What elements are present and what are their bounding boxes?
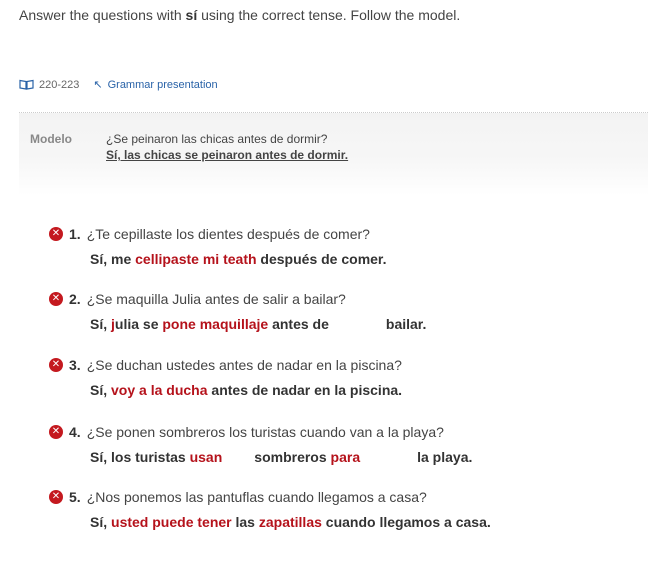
answer-input[interactable] xyxy=(90,382,402,398)
question-number: 4. xyxy=(69,424,81,440)
question-text: ¿Se ponen sombreros los turistas cuando van a la playa? xyxy=(86,424,444,440)
answer-wrong-word[interactable]: a xyxy=(139,382,147,398)
answer-text: antes de xyxy=(268,316,329,332)
question-text: ¿Se maquilla Julia antes de salir a bailar? xyxy=(86,291,346,307)
x-icon: ✕ xyxy=(49,292,63,306)
answer-wrong-word[interactable]: ducha xyxy=(166,382,208,398)
page-range[interactable]: 220-223 xyxy=(39,78,80,91)
question-text: ¿Se duchan ustedes antes de nadar en la piscina? xyxy=(86,357,402,373)
answer-input[interactable] xyxy=(90,316,426,332)
instructions xyxy=(19,7,460,23)
question-text: ¿Te cepillaste los dientes después de comer? xyxy=(86,226,370,242)
answer-text: antes de nadar en la piscina. xyxy=(207,382,403,398)
answer-wrong-word[interactable]: para xyxy=(330,449,361,465)
answer-wrong-word[interactable]: puede xyxy=(152,514,194,530)
arrow-up-left-icon: ↖ xyxy=(93,79,103,91)
answer-wrong-word[interactable]: mi xyxy=(202,251,220,267)
answer-text: Sí, los turistas xyxy=(90,449,190,465)
answer-text: sombreros xyxy=(254,449,331,465)
answer-text: Sí, xyxy=(90,514,112,530)
answer-text: la playa. xyxy=(417,449,473,465)
question-item-1 xyxy=(49,225,387,267)
answer-wrong-word[interactable]: zapatillas xyxy=(258,514,322,530)
answer-wrong-word[interactable]: voy xyxy=(111,382,136,398)
answer-input[interactable] xyxy=(90,514,491,530)
question-text: ¿Nos ponemos las pantuflas cuando llegamos a casa? xyxy=(86,489,427,505)
answer-text: bailar. xyxy=(385,316,427,332)
answer-wrong-word[interactable]: cellipaste xyxy=(135,251,199,267)
question-number: 3. xyxy=(69,357,81,373)
reference-links xyxy=(19,78,218,91)
answer-wrong-word[interactable]: maquillaje xyxy=(199,316,269,332)
answer-wrong-word[interactable]: tener xyxy=(197,514,232,530)
question-number: 1. xyxy=(69,226,81,242)
answer-wrong-word[interactable]: teath xyxy=(223,251,257,267)
instructions-pre: Answer the questions with xyxy=(19,7,186,23)
answer-wrong-word[interactable]: la xyxy=(150,382,163,398)
x-icon: ✕ xyxy=(49,358,63,372)
model-question: ¿Se peinaron las chicas antes de dormir? xyxy=(106,132,328,146)
answer-text: Sí, xyxy=(90,316,112,332)
question-number: 5. xyxy=(69,489,81,505)
book-icon[interactable] xyxy=(19,79,34,90)
model-label: Modelo xyxy=(30,132,72,146)
answer-text: cuando llegamos a casa. xyxy=(321,514,491,530)
answer-text: después de comer. xyxy=(256,251,387,267)
question-item-3 xyxy=(49,356,402,398)
answer-wrong-word[interactable]: pone xyxy=(162,316,196,332)
answer-wrong-word[interactable]: usan xyxy=(189,449,223,465)
answer-text: Sí, me xyxy=(90,251,136,267)
model-example xyxy=(19,112,648,195)
question-item-5 xyxy=(49,488,491,530)
answer-text: ulia se xyxy=(114,316,163,332)
instructions-bold: sí xyxy=(185,7,198,23)
x-icon: ✕ xyxy=(49,425,63,439)
question-item-4 xyxy=(49,423,472,465)
grammar-presentation-link[interactable]: Grammar presentation xyxy=(107,78,218,91)
answer-wrong-word[interactable]: j xyxy=(111,316,115,332)
answer-wrong-word[interactable]: usted xyxy=(111,514,149,530)
answer-text: Sí, xyxy=(90,382,112,398)
question-item-2 xyxy=(49,290,426,332)
question-number: 2. xyxy=(69,291,81,307)
x-icon: ✕ xyxy=(49,227,63,241)
model-answer: Sí, las chicas se peinaron antes de dormir. xyxy=(106,148,349,162)
answer-text: las xyxy=(231,514,259,530)
answer-input[interactable] xyxy=(90,449,472,465)
instructions-post: using the correct tense. Follow the model. xyxy=(197,7,461,23)
x-icon: ✕ xyxy=(49,490,63,504)
answer-input[interactable] xyxy=(90,251,387,267)
